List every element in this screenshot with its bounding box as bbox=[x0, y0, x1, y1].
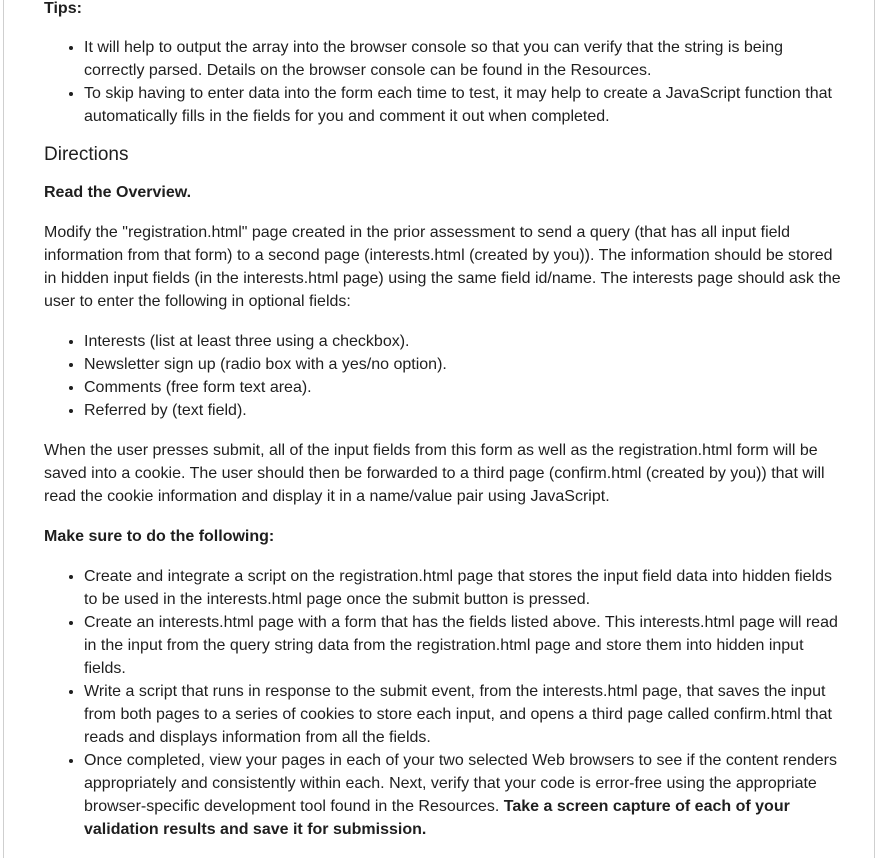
assignment-content bbox=[44, 0, 844, 841]
tasks-list bbox=[44, 565, 844, 841]
fields-list bbox=[44, 330, 844, 422]
tips-heading: Tips: bbox=[44, 0, 82, 17]
directions-heading: Directions bbox=[44, 144, 129, 165]
list-item: • Write a script that runs in response to the submit event, from the interests.html page, that saves the input from both pages to a series of cookies to store each input, and opens a third page called confirm.html that reads and displays information from all the fields. bbox=[84, 680, 844, 749]
final-task-text: Once completed, view your pages in each of your two selected Web browsers to see if the content renders appropriately and consistently within each. Next, verify that your code is error-free using the appropriate browser-specific development tool found in the Resources. bbox=[84, 752, 837, 815]
list-item: • Comments (free form text area). bbox=[84, 376, 844, 399]
submit-paragraph: When the user presses submit, all of the input fields from this form as well as the registration.html form will be saved into a cookie. The user should then be forwarded to a third page (confirm.html (created by you)) that will read the cookie information and display it in a name/value pair using JavaScript. bbox=[44, 442, 825, 505]
list-item: • Create and integrate a script on the registration.html page that stores the input field data into hidden fields to be used in the interests.html page once the submit button is pressed. bbox=[84, 565, 844, 611]
list-item: • Newsletter sign up (radio box with a yes/no option). bbox=[84, 353, 844, 376]
list-item bbox=[84, 749, 844, 841]
list-item: • Create an interests.html page with a form that has the fields listed above. This interests.html page will read in the input from the query string data from the registration.html page and store them into hidden input fields. bbox=[84, 611, 844, 680]
list-item: • To skip having to enter data into the form each time to test, it may help to create a JavaScript function that automatically fills in the fields for you and comment it out when completed. bbox=[84, 82, 844, 128]
final-task-bold: Take a screen capture of each of your validation results and save it for submission. bbox=[84, 798, 790, 838]
read-overview-line: Read the Overview. bbox=[44, 184, 192, 201]
intro-paragraph: Modify the "registration.html" page created in the prior assessment to send a query (that has all input field information from that form) to a second page (interests.html (created by you)). The information should be stored in hidden input fields (in the interests.html page) using the same field id/name. The interests page should ask the user to enter the following in optional fields: bbox=[44, 224, 841, 310]
make-sure-heading: Make sure to do the following: bbox=[44, 528, 275, 545]
list-item: • Interests (list at least three using a checkbox). bbox=[84, 330, 844, 353]
list-item: • It will help to output the array into the browser console so that you can verify that the string is being correctly parsed. Details on the browser console can be found in the Resources. bbox=[84, 36, 844, 82]
list-item: • Referred by (text field). bbox=[84, 399, 844, 422]
tips-list bbox=[44, 36, 844, 128]
